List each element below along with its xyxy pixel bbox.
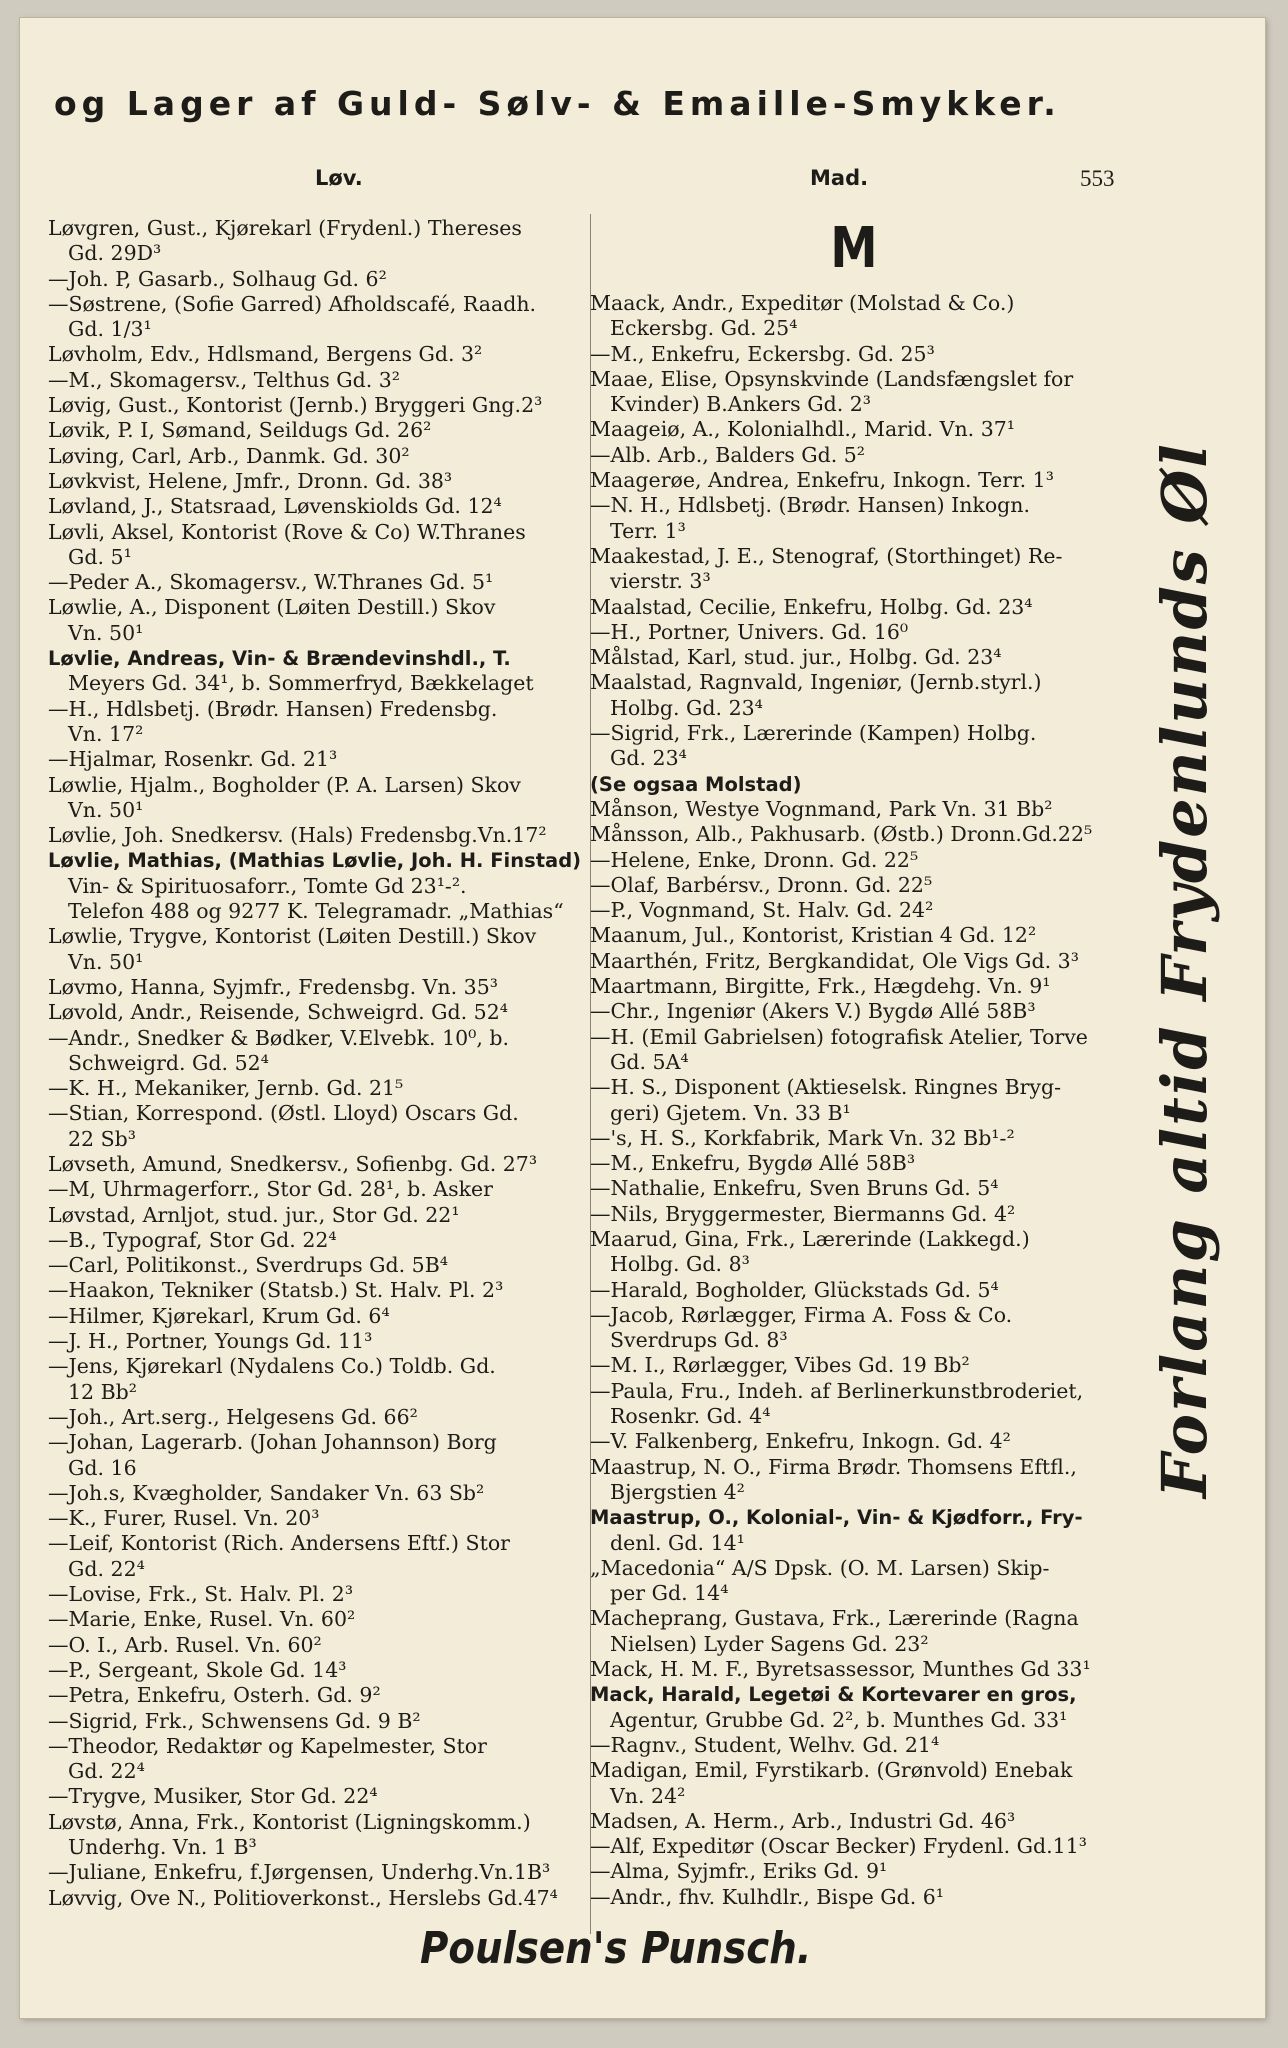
directory-entry-line: Løvli, Aksel, Kontorist (Rove & Co) W.Thranes	[48, 519, 526, 544]
directory-entry-line: Vn. 24²	[610, 1783, 686, 1808]
directory-entry-line: Agentur, Grubbe Gd. 2², b. Munthes Gd. 33¹	[610, 1707, 1068, 1732]
directory-entry-line: Macheprang, Gustava, Frk., Lærerinde (Ragna	[590, 1606, 1079, 1631]
directory-entry-line: Vn. 17²	[68, 721, 144, 746]
right-column	[590, 216, 1135, 1910]
directory-entry-line: —Chr., Ingeniør (Akers V.) Bygdø Allé 58B³	[590, 999, 1036, 1024]
directory-entry-line: Maarthén, Fritz, Bergkandidat, Ole Vigs Gd. 3³	[590, 948, 1079, 973]
directory-page	[20, 18, 1265, 2018]
directory-entry-line: Maae, Elise, Opsynskvinde (Landsfængslet for	[590, 366, 1074, 391]
directory-entry-line: —Nathalie, Enkefru, Sven Bruns Gd. 5⁴	[590, 1176, 999, 1201]
directory-entry-line: —Andr., Snedker & Bødker, V.Elvebk. 10⁰, b.	[48, 1025, 510, 1050]
directory-entry-line: Underhg. Vn. 1 B³	[68, 1835, 257, 1859]
page-number: 553	[1080, 166, 1115, 191]
directory-entry-line: Løvvig, Ove N., Politioverkonst., Herslebs Gd.47⁴	[48, 1885, 558, 1910]
directory-entry-line: Månsson, Alb., Pakhusarb. (Østb.) Dronn.Gd.22⁵	[590, 822, 1093, 847]
directory-entry-line: —Stian, Korrespond. (Østl. Lloyd) Oscars Gd.	[48, 1101, 519, 1126]
section-letter: M	[830, 216, 878, 281]
running-head-left: Løv.	[315, 166, 363, 190]
directory-entry-line: —M. I., Rørlægger, Vibes Gd. 19 Bb²	[590, 1353, 970, 1378]
directory-entry-line: Løvland, J., Statsraad, Løvenskiolds Gd. 12⁴	[48, 494, 502, 519]
directory-entry-line: —Theodor, Redaktør og Kapelmester, Stor	[48, 1733, 487, 1758]
directory-entry-line: Maanum, Jul., Kontorist, Kristian 4 Gd. 12²	[590, 923, 1037, 948]
directory-entry-line: —B., Typograf, Stor Gd. 22⁴	[48, 1227, 337, 1252]
directory-entry-line: —Haakon, Tekniker (Statsb.) St. Halv. Pl. 2³	[48, 1278, 504, 1303]
directory-entry-line: —Carl, Politikonst., Sverdrups Gd. 5B⁴	[48, 1253, 448, 1278]
directory-entry-line: Maalstad, Cecilie, Enkefru, Holbg. Gd. 23⁴	[590, 594, 1033, 619]
directory-entry-line: Bjergstien 4²	[610, 1479, 745, 1504]
directory-entry-line: —Andr., fhv. Kulhdlr., Bispe Gd. 6¹	[590, 1884, 945, 1909]
directory-entry-line: —J. H., Portner, Youngs Gd. 11³	[48, 1329, 373, 1354]
directory-entry-line: Løwlie, A., Disponent (Løiten Destill.) Skov	[48, 595, 496, 620]
directory-entry-line: Løvlie, Mathias, (Mathias Løvlie, Joh. H. Finstad)	[48, 849, 582, 873]
directory-entry-line: Sverdrups Gd. 8³	[610, 1328, 788, 1353]
directory-entry-line: Løvmo, Hanna, Syjmfr., Fredensbg. Vn. 35³	[48, 974, 498, 999]
directory-entry-line: Løvstad, Arnljot, stud. jur., Stor Gd. 22¹	[48, 1202, 460, 1227]
directory-entry-line: —M., Skomagersv., Telthus Gd. 3²	[48, 367, 401, 392]
directory-entry-line: —Alb. Arb., Balders Gd. 5²	[590, 442, 866, 467]
directory-entry-line: —M., Enkefru, Eckersbg. Gd. 25³	[590, 341, 935, 366]
directory-entry-line: Vin- & Spirituosaforr., Tomte Gd 23¹-².	[68, 873, 467, 898]
directory-entry-line: —Alf, Expeditør (Oscar Becker) Frydenl. Gd.11³	[590, 1834, 1087, 1859]
footer-advertisement: Poulsen's Punsch.	[420, 1923, 812, 1974]
directory-entry-line: Løvholm, Edv., Hdlsmand, Bergens Gd. 3²	[48, 342, 483, 367]
directory-entry-line: Løwlie, Hjalm., Bogholder (P. A. Larsen) Skov	[48, 772, 521, 797]
directory-entry-line: —Johan, Lagerarb. (Johan Johannson) Borg	[48, 1430, 497, 1455]
directory-entry-line: Maarud, Gina, Frk., Lærerinde (Lakkegd.)	[590, 1226, 1030, 1251]
directory-entry-line: —M., Enkefru, Bygdø Allé 58B³	[590, 1151, 916, 1176]
directory-entry-line: Maakestad, J. E., Stenograf, (Storthinget) Re-	[590, 543, 1063, 568]
directory-entry-line: —Harald, Bogholder, Glückstads Gd. 5⁴	[590, 1277, 999, 1302]
directory-entry-line: —Petra, Enkefru, Osterh. Gd. 9²	[48, 1683, 381, 1708]
directory-entry-line: Kvinder) B.Ankers Gd. 2³	[610, 392, 871, 417]
directory-entry-line: Vn. 50¹	[68, 620, 144, 645]
directory-entry-line: —H., Portner, Univers. Gd. 16⁰	[590, 619, 909, 644]
directory-entry-line: Madigan, Emil, Fyrstikarb. (Grønvold) Enebak	[590, 1758, 1073, 1783]
directory-entry-line: —Marie, Enke, Rusel. Vn. 60²	[48, 1607, 356, 1632]
directory-entry-line: Telefon 488 og 9277 K. Telegramadr. „Mathias“	[68, 899, 564, 924]
directory-entry-line: Maagerøe, Andrea, Enkefru, Inkogn. Terr. 1³	[590, 468, 1054, 493]
left-column	[48, 216, 603, 1911]
directory-entry-line: —O. I., Arb. Rusel. Vn. 60²	[48, 1632, 322, 1657]
directory-entry-line: Gd. 16	[68, 1455, 137, 1480]
directory-entry-line: Mack, H. M. F., Byretsassessor, Munthes Gd 33¹	[590, 1657, 1091, 1682]
directory-entry-line: —M, Uhrmagerforr., Stor Gd. 28¹, b. Asker	[48, 1177, 493, 1202]
directory-entry-line: Nielsen) Lyder Sagens Gd. 23²	[610, 1631, 929, 1656]
directory-entry-line: Løvkvist, Helene, Jmfr., Dronn. Gd. 38³	[48, 468, 453, 493]
directory-entry-line: Gd. 22⁴	[68, 1759, 145, 1784]
directory-entry-line: —Peder A., Skomagersv., W.Thranes Gd. 5¹	[48, 570, 494, 595]
directory-entry-line: —Hjalmar, Rosenkr. Gd. 21³	[48, 747, 338, 772]
directory-entry-line: Gd. 23⁴	[610, 746, 687, 771]
directory-entry-line: Løvik, P. I, Sømand, Seildugs Gd. 26²	[48, 418, 432, 443]
directory-entry-line: —Joh., Art.serg., Helgesens Gd. 66²	[48, 1404, 418, 1429]
directory-entry-line: —Nils, Bryggermester, Biermanns Gd. 4²	[590, 1201, 1016, 1226]
directory-entry-line: —Ragnv., Student, Welhv. Gd. 21⁴	[590, 1732, 940, 1757]
directory-entry-line: Maageiø, A., Kolonialhdl., Marid. Vn. 37¹	[590, 417, 1016, 442]
directory-entry-line: geri) Gjetem. Vn. 33 B¹	[610, 1100, 851, 1125]
directory-entry-line: —P., Vognmand, St. Halv. Gd. 24²	[590, 898, 934, 923]
directory-entry-line: Målstad, Karl, stud. jur., Holbg. Gd. 23⁴	[590, 645, 1002, 670]
directory-entry-line: Gd. 1/3¹	[68, 317, 152, 342]
directory-entry-line: Løvig, Gust., Kontorist (Jernb.) Bryggeri Gng.2³	[48, 393, 543, 418]
directory-entry-line: Gd. 29D³	[68, 241, 162, 266]
directory-entry-line: Holbg. Gd. 8³	[610, 1252, 750, 1277]
directory-entry-line: Vn. 50¹	[68, 797, 144, 822]
directory-entry-line: Gd. 5A⁴	[610, 1049, 689, 1074]
directory-entry-line: Eckersbg. Gd. 25⁴	[610, 316, 798, 341]
directory-entry-line: Gd. 5¹	[68, 544, 132, 569]
directory-entry-line: Meyers Gd. 34¹, b. Sommerfryd, Bækkelaget	[68, 671, 534, 696]
directory-entry-line: Rosenkr. Gd. 4⁴	[610, 1404, 771, 1429]
directory-entry-line: Løvold, Andr., Reisende, Schweigrd. Gd. 52⁴	[48, 1000, 508, 1025]
directory-entry-line: —H. (Emil Gabrielsen) fotografisk Atelier, Torve	[590, 1024, 1088, 1049]
directory-entry-line: —N. H., Hdlsbetj. (Brødr. Hansen) Inkogn.	[590, 493, 1031, 518]
directory-entry-line: —Paula, Fru., Indeh. af Berlinerkunstbroderiet,	[590, 1378, 1084, 1403]
directory-entry-line: —'s, H. S., Korkfabrik, Mark Vn. 32 Bb¹-²	[590, 1125, 1015, 1150]
directory-entry-line: —Alma, Syjmfr., Eriks Gd. 9¹	[590, 1859, 888, 1884]
directory-entry-line: Maalstad, Ragnvald, Ingeniør, (Jernb.styrl.)	[590, 670, 1042, 695]
directory-entry-line: Maartmann, Birgitte, Frk., Hægdehg. Vn. 9¹	[590, 974, 1051, 999]
directory-entry-line: Løvseth, Amund, Snedkersv., Sofienbg. Gd. 27³	[48, 1151, 538, 1176]
directory-entry-line: —Søstrene, (Sofie Garred) Afholdscafé, Raadh.	[48, 291, 537, 316]
directory-entry-line: Maack, Andr., Expeditør (Molstad & Co.)	[590, 291, 1015, 315]
running-head-middle: Mad.	[810, 166, 869, 190]
directory-entry-line: —V. Falkenberg, Enkefru, Inkogn. Gd. 4²	[590, 1429, 1011, 1454]
directory-entry-line: Mack, Harald, Legetøi & Kortevarer en gros,	[590, 1683, 1077, 1707]
directory-entry-line: Vn. 50¹	[68, 949, 144, 974]
directory-entry-line: Terr. 1³	[610, 518, 686, 543]
directory-entry-line: Schweigrd. Gd. 52⁴	[68, 1050, 269, 1075]
directory-entry-line: denl. Gd. 14¹	[610, 1530, 745, 1555]
directory-entry-line: Løwlie, Trygve, Kontorist (Løiten Destill.) Skov	[48, 924, 537, 949]
directory-entry-line: 12 Bb²	[68, 1379, 138, 1404]
directory-entry-line: —Lovise, Frk., St. Halv. Pl. 2³	[48, 1582, 354, 1607]
directory-entry-line: —Sigrid, Frk., Schwensens Gd. 9 B²	[48, 1708, 421, 1733]
directory-entry-line: „Macedonia“ A/S Dpsk. (O. M. Larsen) Skip-	[590, 1555, 1050, 1580]
directory-entry-line: —Jens, Kjørekarl (Nydalens Co.) Toldb. Gd.	[48, 1354, 496, 1379]
directory-entry-line: —Joh. P, Gasarb., Solhaug Gd. 6²	[48, 266, 387, 291]
header-banner: og Lager af Guld- Sølv- & Emaille-Smykker.	[54, 84, 1061, 123]
directory-entry-line: vierstr. 3³	[610, 569, 711, 594]
directory-entry-line: —K., Furer, Rusel. Vn. 20³	[48, 1506, 320, 1531]
directory-entry-line: Madsen, A. Herm., Arb., Industri Gd. 46³	[590, 1808, 1016, 1833]
directory-entry-line: —Olaf, Barbérsv., Dronn. Gd. 22⁵	[590, 872, 933, 897]
directory-entry-line: —Trygve, Musiker, Stor Gd. 22⁴	[48, 1784, 378, 1809]
directory-entry-line: Gd. 22⁴	[68, 1556, 145, 1581]
directory-entry-line: Maastrup, N. O., Firma Brødr. Thomsens Eftfl.,	[590, 1454, 1077, 1479]
directory-entry-line: Holbg. Gd. 23⁴	[610, 695, 763, 720]
directory-entry-line: Løvlie, Joh. Snedkersv. (Hals) Fredensbg.Vn.17²	[48, 823, 547, 848]
directory-entry-line: —Helene, Enke, Dronn. Gd. 22⁵	[590, 847, 919, 872]
directory-entry-line: Maastrup, O., Kolonial-, Vin- & Kjødforr., Fry-	[590, 1506, 1083, 1530]
directory-entry-line: per Gd. 14⁴	[610, 1581, 729, 1606]
directory-entry-line: Løvstø, Anna, Frk., Kontorist (Ligningskomm.)	[48, 1809, 531, 1834]
directory-entry-line: 22 Sb³	[68, 1126, 136, 1151]
directory-entry-line: —Leif, Kontorist (Rich. Andersens Eftf.) Stor	[48, 1531, 510, 1556]
directory-entry-line: —Hilmer, Kjørekarl, Krum Gd. 6⁴	[48, 1303, 390, 1328]
directory-entry-line: —Joh.s, Kvægholder, Sandaker Vn. 63 Sb²	[48, 1480, 485, 1505]
directory-entry-line: Månson, Westye Vognmand, Park Vn. 31 Bb²	[590, 796, 1053, 821]
directory-entry-line: —Sigrid, Frk., Lærerinde (Kampen) Holbg.	[590, 721, 1037, 746]
directory-entry-line: —Jacob, Rørlægger, Firma A. Foss & Co.	[590, 1302, 1013, 1327]
directory-entry-line: Løvlie, Andreas, Vin- & Brændevinshdl., T.	[48, 647, 511, 671]
directory-entry-line: Løving, Carl, Arb., Danmk. Gd. 30²	[48, 443, 410, 468]
directory-entry-line: —H. S., Disponent (Aktieselsk. Ringnes Bryg-	[590, 1075, 1062, 1100]
vertical-advertisement: Forlang altid Frydenlunds Øl	[1148, 442, 1221, 1498]
directory-entry-line: —P., Sergeant, Skole Gd. 14³	[48, 1657, 347, 1682]
directory-entry-line: (Se ogsaa Molstad)	[590, 772, 802, 796]
directory-entry-line: Løvgren, Gust., Kjørekarl (Frydenl.) Thereses	[48, 216, 522, 240]
directory-entry-line: —Juliane, Enkefru, f.Jørgensen, Underhg.Vn.1B³	[48, 1860, 551, 1885]
directory-entry-line: —H., Hdlsbetj. (Brødr. Hansen) Fredensbg.	[48, 696, 498, 721]
directory-entry-line: —K. H., Mekaniker, Jernb. Gd. 21⁵	[48, 1076, 404, 1101]
